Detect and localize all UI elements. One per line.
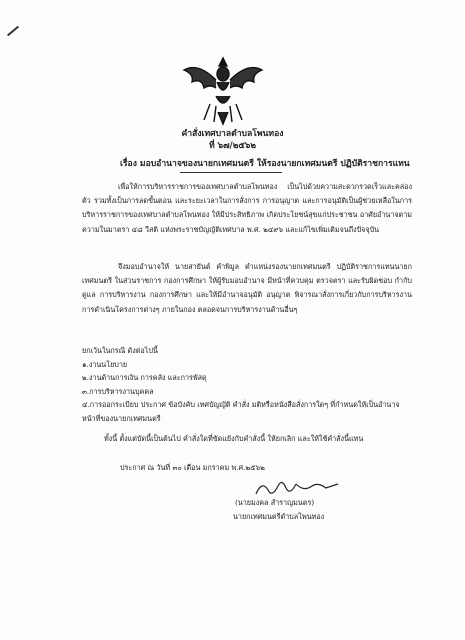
closing-text: ทั้งนี้ ตั้งแต่บัดนี้เป็นต้นไป คำสั่งใดที่ขัดแย้งกับคำสั่งนี้ ให้ยกเลิก และให้ใช้คำสั่งนี้แทน	[104, 434, 364, 443]
announcement-date: ประกาศ ณ วันที่ ๓๐ เดือน มกราคม พ.ศ.๒๕๖๒	[120, 463, 265, 472]
paragraph-1	[82, 180, 412, 237]
signature-icon	[252, 476, 342, 500]
issuer-title: คำสั่งเทศบาลตำบลโพนทอง	[181, 129, 284, 139]
garuda-emblem-icon	[180, 54, 266, 126]
paragraph-2-text: จึงมอบอำนาจให้ นายสายันต์ คำพิมูล ตำแหน่งรองนายกเทศมนตรี ปฏิบัติราชการแทนนายกเทศมนตรี ในส่วนราชการ กองการศึกษา ให้ผู้รับมอบอำนาจ มีหน้าที่ควบคุม ตรวจตรา และรับผิดชอบ กำกับ ดูแล การบริหารงาน กองการศึกษา และให้มีอำนาจอนุมัติ อนุญาต พิจารณาสั่งการเกี่ยวกับการบริหารงาน การดำเนินโครงการต่างๆ ภายในกอง ตลอดจนการบริหารงานด้านอื่นๆ	[82, 262, 412, 314]
order-header	[0, 128, 465, 152]
closing-statement	[82, 434, 412, 445]
exceptions-intro: ยกเว้นในกรณี ดังต่อไปนี้	[82, 346, 158, 355]
list-item: ๒.งานด้านการเงิน การคลัง และการพัสดุ	[82, 373, 207, 383]
paragraph-2	[82, 260, 412, 317]
signer-title: นายกเทศมนตรีตำบลโพนทอง	[233, 512, 325, 521]
list-item: ๔.การออกระเบียบ ประกาศ ข้อบังคับ เทศบัญญัติ คำสั่ง มติหรือหนังสือสั่งการใดๆ ที่กำหนดให้เป็นอำนาจหน้าที่ของนายกเทศมนตรี	[82, 400, 400, 423]
list-item: ๑.งานนโยบาย	[82, 359, 128, 369]
list-item: ๓.การบริหารงานบุคคล	[82, 386, 154, 396]
order-subject: เรื่อง มอบอำนาจของนายกเทศมนตรี ให้รองนายกเทศมนตรี ปฏิบัติราชการแทน	[120, 159, 410, 169]
paragraph-1-text: เพื่อให้การบริหารราชการของเทศบาลตำบลโพนทอง เป็นไปด้วยความสะดวกรวดเร็วและคล่องตัว รวมทั้งเป็นการลดขั้นตอน และระยะเวลาในการสั่งการ การอนุญาต และการอนุมัติเป็นผู้ช่วยเหลือในการบริหารราชการของเทศบาลตำบลโพนทอง ให้มีประสิทธิภาพ เกิดประโยชน์สุขแก่ประชาชน อาศัยอำนาจตามความในมาตรา ๔๘ วีสติ แห่งพระราชบัญญัติเทศบาล พ.ศ. ๒๔๙๖ และแก้ไขเพิ่มเติมจนถึงปัจจุบัน	[82, 182, 412, 234]
divider	[180, 172, 282, 173]
pen-mark	[7, 26, 19, 37]
signer-name: (นายมงคล สำราญมนตร)	[235, 498, 315, 507]
exceptions-list	[82, 344, 412, 426]
order-number: ที่ ๖๗/๒๕๖๒	[208, 141, 256, 151]
